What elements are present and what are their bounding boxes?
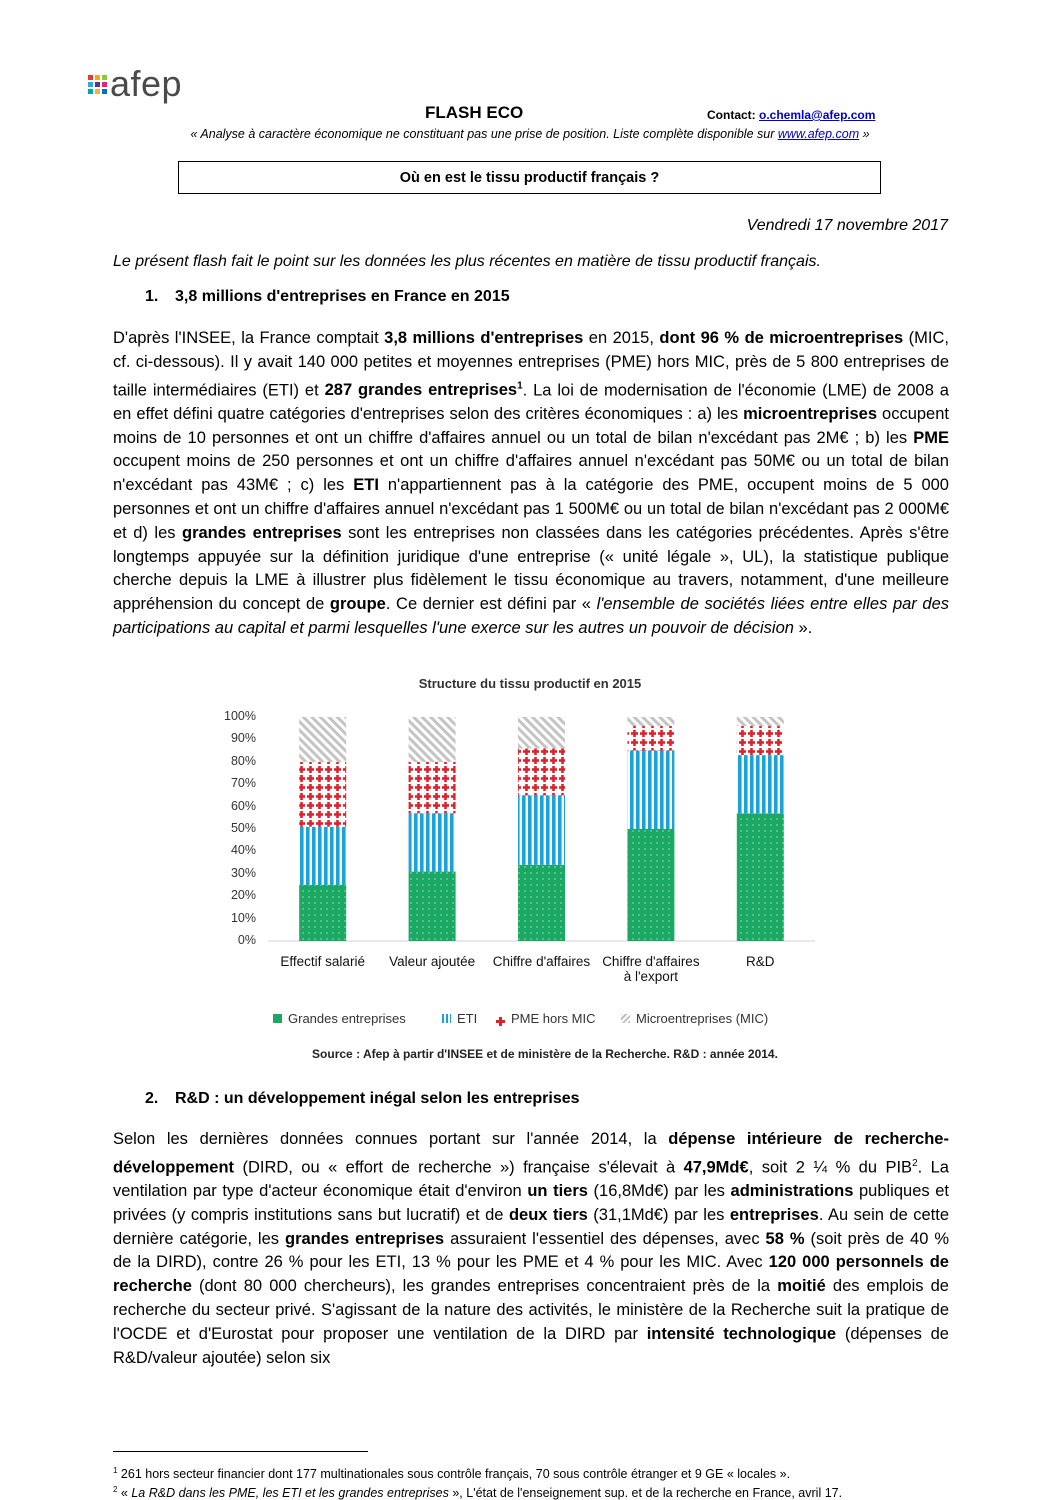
bar-segment xyxy=(627,726,674,751)
document-title: Où en est le tissu productif français ? xyxy=(178,161,881,194)
bar-segment xyxy=(409,762,456,814)
logo-text: afep xyxy=(110,63,183,104)
bar-segment xyxy=(409,813,456,871)
chart-title: Structure du tissu productif en 2015 xyxy=(418,676,642,691)
x-tick-label: Chiffre d'affaires xyxy=(492,954,591,969)
flash-eco-title: FLASH ECO xyxy=(425,103,524,122)
y-tick-label: 80% xyxy=(230,753,256,768)
bar-segment xyxy=(518,865,565,941)
y-tick-label: 20% xyxy=(230,888,256,903)
section2-paragraph: Selon les dernières données connues portant sur l'année 2014, la dépense intérieure de recherche-développement (DIRD, ou « effort de recherche ») française s'élevait à 47,9Md€, soit 2 ¼ % du PIB$^2$. La ventilation par type d'acteur économique était d'environ un tiers (16,8Md€) par les administrations publiques et privées (y compris institutions sans but lucratif) et de deux tiers (31,1Md€) par les entreprises. Au sein de cette dernière catégorie, les grandes entreprises assuraient l'essentiel des dépenses, avec 58 % (soit près de 40 % de la DIRD), contre 26 % pour les ETI, 13 % pour les PME et 4 % pour les MIC. Avec 120 000 personnels de recherche (dont 80 000 chercheurs), les grandes entreprises concentraient près de la moitié des emplois de recherche du secteur privé. S'agissant de la nature des activités, le ministère de la Recherche suit la pratique de l'OCDE et d'Eurostat pour proposer une ventilation de la DIRD par intensité technologique (dépenses de R&D/valeur ajoutée) selon six xyxy=(113,1130,950,1367)
bar-segment xyxy=(299,762,346,827)
y-tick-label: 90% xyxy=(230,731,256,746)
contact-label: Contact: xyxy=(707,108,759,122)
bar-segment xyxy=(299,885,346,941)
section2-number: 2. xyxy=(145,1090,159,1107)
chart-source: Source : Afep à partir d'INSEE et de ministère de la Recherche. R&D : année 2014. xyxy=(312,1047,778,1061)
y-tick-label: 0% xyxy=(237,933,256,947)
x-tick-label: Effectif salarié xyxy=(280,954,365,969)
x-tick-label: Valeur ajoutée xyxy=(389,954,476,969)
legend-label: ETI xyxy=(457,1011,478,1026)
legend-swatch xyxy=(621,1014,630,1023)
bar-segment xyxy=(737,717,784,726)
bar-segment xyxy=(627,829,674,941)
legend-label: Grandes entreprises xyxy=(288,1011,406,1026)
bar-segment xyxy=(409,872,456,941)
intro-text: Le présent flash fait le point sur les données les plus récentes en matière de tissu productif français. xyxy=(113,253,821,270)
bar-segment xyxy=(299,717,346,762)
bar-segment xyxy=(518,717,565,748)
bar-segment xyxy=(627,717,674,726)
bar-segment xyxy=(409,717,456,762)
bar-segment xyxy=(518,795,565,864)
legend-label: Microentreprises (MIC) xyxy=(636,1011,769,1026)
disclaimer-text: « Analyse à caractère économique ne constituant pas une prise de position. Liste complète disponible sur xyxy=(190,127,778,141)
y-tick-label: 10% xyxy=(230,910,256,925)
legend-label: PME hors MIC xyxy=(511,1011,596,1026)
section2-heading-text: R&D : un développement inégal selon les entreprises xyxy=(175,1090,580,1107)
y-tick-label: 100% xyxy=(224,709,256,723)
legend-swatch xyxy=(496,1014,505,1023)
legend-item xyxy=(496,1011,596,1026)
footnote-1: $^1$ 261 hors secteur financier dont 177 multinationales sous contrôle français, 70 sous contrôle étranger et 9 GE « locales ». xyxy=(113,1466,791,1482)
bar-segment xyxy=(518,748,565,795)
bar-segment xyxy=(737,755,784,813)
legend-item xyxy=(621,1011,768,1026)
bar-segment xyxy=(299,827,346,885)
bar-segment xyxy=(737,813,784,941)
disclaimer-end: » xyxy=(859,127,870,141)
footnote-2: $^2$ « La R&D dans les PME, les ETI et les grandes entreprises », L'état de l'enseignement sup. et de la recherche en France, avril 17. xyxy=(113,1485,843,1500)
x-tick-label: R&D xyxy=(746,954,775,969)
legend-swatch xyxy=(273,1014,282,1023)
legend-swatch xyxy=(442,1014,451,1023)
footnote-separator xyxy=(113,1451,368,1452)
contact-email-link[interactable]: o.chemla@afep.com xyxy=(759,108,876,122)
section1-number: 1. xyxy=(145,288,159,305)
x-tick-label: Chiffre d'affaires à l'export xyxy=(602,954,700,984)
y-tick-label: 50% xyxy=(230,821,256,835)
section2-heading xyxy=(145,1090,580,1108)
y-tick-label: 70% xyxy=(230,776,256,791)
y-tick-label: 30% xyxy=(230,865,256,880)
afep-website-link[interactable]: www.afep.com xyxy=(777,127,860,141)
legend-item xyxy=(442,1011,477,1026)
section1-heading-text: 3,8 millions d'entreprises en France en 2015 xyxy=(175,288,510,305)
legend-item xyxy=(273,1011,406,1026)
section1-paragraph: D'après l'INSEE, la France comptait 3,8 millions d'entreprises en 2015, dont 96 % de microentreprises (MIC, cf. ci-dessous). Il y avait 140 000 petites et moyennes entreprises (PME) hors MIC, près de 5 800 entreprises de taille intermédiaires (ETI) et 287 grandes entreprises$^1$. La loi de modernisation de l'économie (LME) de 2008 a en effet défini quatre catégories d'entreprises selon des critères économiques : a) les microentreprises occupent moins de 10 personnes et ont un chiffre d'affaires annuel ou un total de bilan n'excédant pas 2M€ ; b) les PME occupent moins de 250 personnes et ont un chiffre d'affaires annuel n'excédant pas 50M€ ou un total de bilan n'excédant pas 43M€ ; c) les ETI n'appartiennent pas à la catégorie des PME, occupent moins de 5 000 personnes et ont un chiffre d'affaires annuel n'excédant pas 1 500M€ ou un total de bilan n'excédant pas 2 000M€ et d) les grandes entreprises sont les entreprises non classées dans les catégories précédentes. Après s'être longtemps appuyée sur la définition juridique d'une entreprise (« unité légale », UL), la statistique publique cherche depuis la LME à illustrer plus fidèlement le tissu économique au travers, notamment, d'une meilleure appréhension du concept de groupe. Ce dernier est défini par « l'ensemble de sociétés liées entre elles par des participations au capital et parmi lesquelles l'une exerce sur les autres un pouvoir de décision ». xyxy=(113,329,950,638)
bar-segment xyxy=(627,751,674,829)
y-tick-label: 60% xyxy=(230,798,256,813)
y-tick-label: 40% xyxy=(230,843,256,858)
document-date: Vendredi 17 novembre 2017 xyxy=(746,217,948,234)
bar-segment xyxy=(737,726,784,755)
